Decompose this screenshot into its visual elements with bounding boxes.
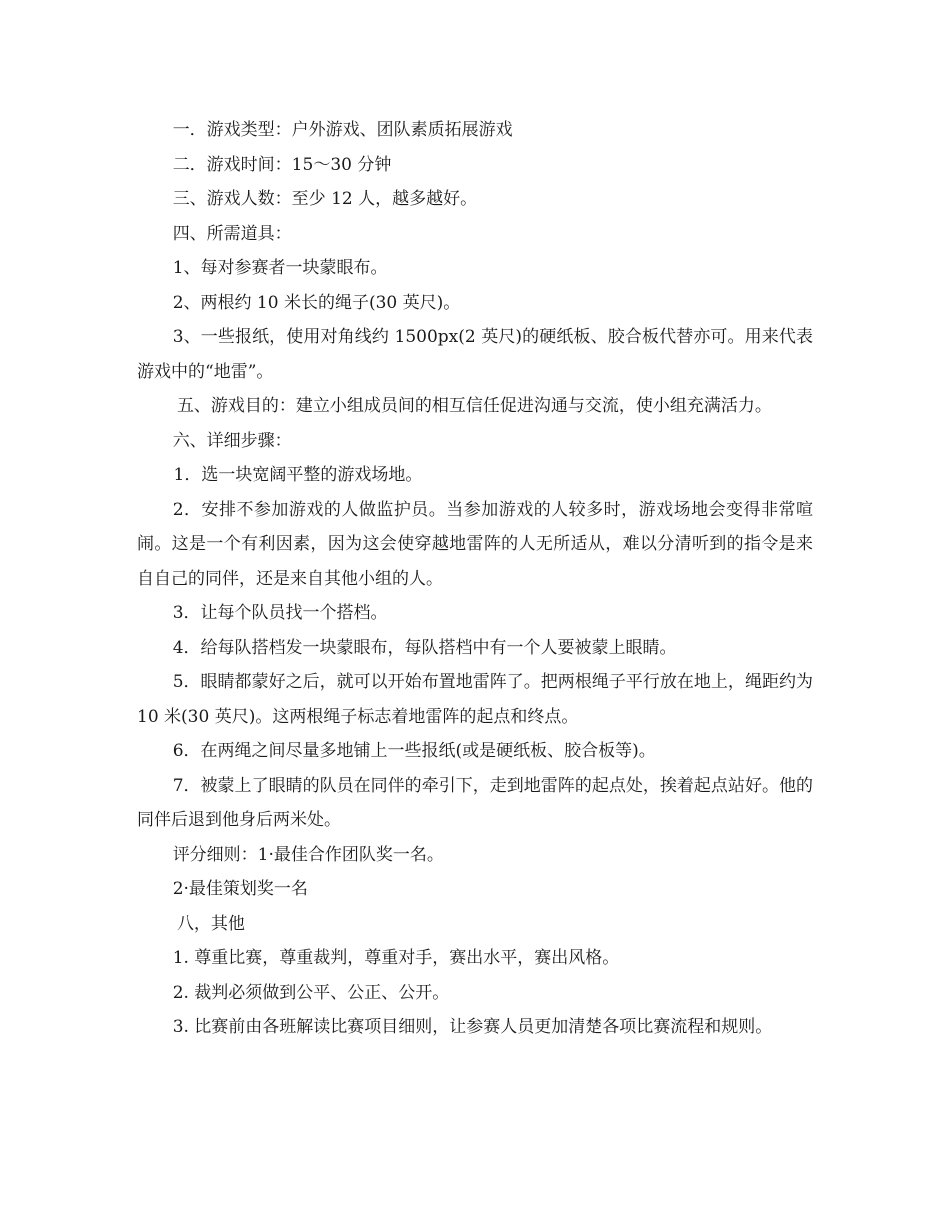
paragraph-step-5: 5．眼睛都蒙好之后，就可以开始布置地雷阵了。把两根绳子平行放在地上，绳距约为 10 米(30 英尺)。这两根绳子标志着地雷阵的起点和终点。 xyxy=(137,672,813,727)
paragraph-other-1: 1. 尊重比赛，尊重裁判，尊重对手，赛出水平，赛出风格。 xyxy=(172,948,620,968)
paragraph-step-3: 3．让每个队员找一个搭档。 xyxy=(172,603,388,623)
paragraph-player-count: 三、游戏人数：至少 12 人，越多越好。 xyxy=(172,189,478,209)
paragraph-scoring-2: 2·最佳策划奖一名 xyxy=(172,879,308,899)
paragraph-other-heading: 八，其他 xyxy=(176,913,245,934)
paragraph-prop-1: 1、每对参赛者一块蒙眼布。 xyxy=(172,258,388,278)
paragraph-step-7: 7．被蒙上了眼睛的队员在同伴的牵引下，走到地雷阵的起点处，挨着起点站好。他的同伴后退到他身后两米处。 xyxy=(137,775,813,830)
paragraph-props-heading: 四、所需道具： xyxy=(172,223,292,244)
paragraph-prop-2: 2、两根约 10 米长的绳子(30 英尺)。 xyxy=(172,292,461,313)
paragraph-other-3: 3. 比赛前由各班解读比赛项目细则，让参赛人员更加清楚各项比赛流程和规则。 xyxy=(172,1017,773,1037)
paragraph-scoring-1: 评分细则：1·最佳合作团队奖一名。 xyxy=(172,844,444,865)
paragraph-other-2: 2. 裁判必须做到公平、公正、公开。 xyxy=(172,982,450,1003)
paragraph-prop-3: 3、一些报纸，使用对角线约 1500px(2 英尺)的硬纸板、胶合板代替亦可。用来代表游戏中的“地雷”。 xyxy=(137,327,813,382)
paragraph-step-4: 4．给每队搭档发一块蒙眼布，每队搭档中有一个人要被蒙上眼睛。 xyxy=(172,637,677,658)
paragraph-game-purpose: 五、游戏目的：建立小组成员间的相互信任促进沟通与交流，使小组充满活力。 xyxy=(176,396,772,416)
paragraph-game-type: 一．游戏类型：户外游戏、团队素质拓展游戏 xyxy=(172,120,513,140)
paragraph-game-time: 二．游戏时间：15～30 分钟 xyxy=(172,154,392,175)
paragraph-steps-heading: 六、详细步骤： xyxy=(172,430,292,451)
paragraph-step-6: 6．在两绳之间尽量多地铺上一些报纸(或是硬纸板、胶合板等)。 xyxy=(172,741,656,761)
paragraph-step-2: 2．安排不参加游戏的人做监护员。当参加游戏的人较多时，游戏场地会变得非常喧闹。这是一个有利因素，因为这会使穿越地雷阵的人无所适从，难以分清听到的指令是来自自己的同伴，还是来自其他小组的人。 xyxy=(137,499,813,589)
document-body xyxy=(137,113,813,1045)
paragraph-step-1: 1．选一块宽阔平整的游戏场地。 xyxy=(173,465,423,485)
